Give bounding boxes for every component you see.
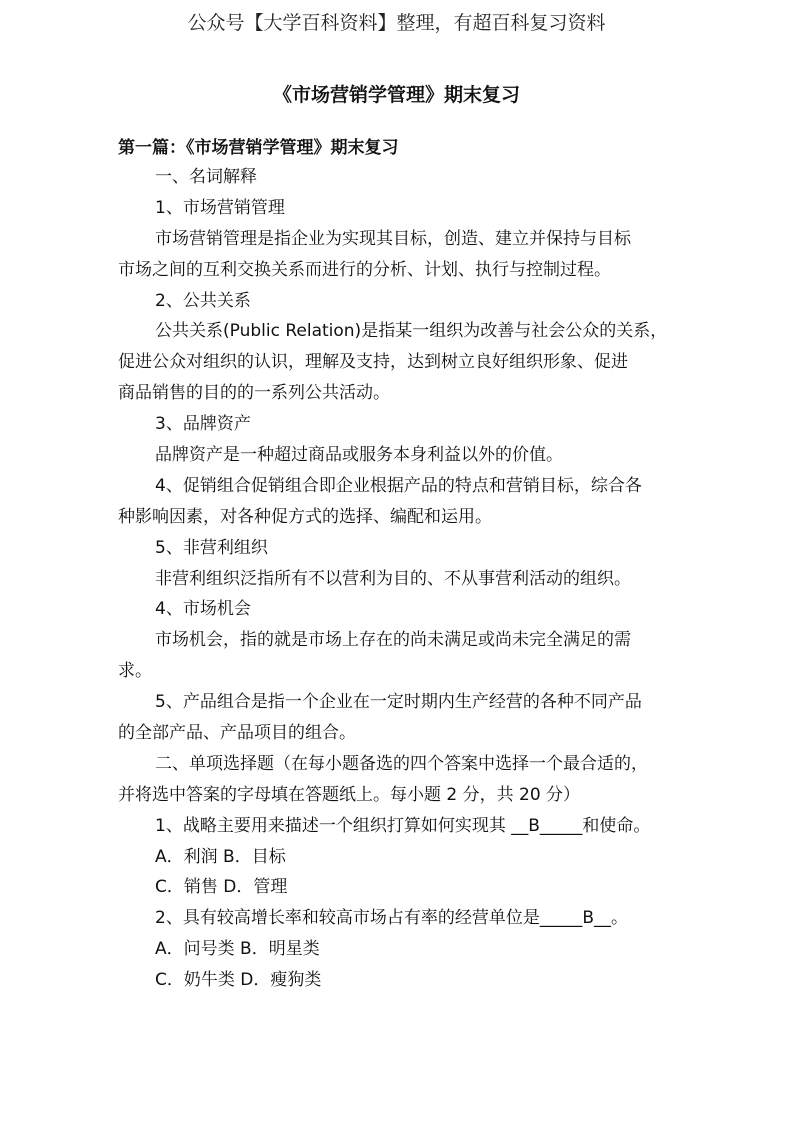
chapter-heading: 第一篇：《市场营销学管理》期末复习	[118, 138, 399, 158]
text-line: A．问号类 B．明星类	[155, 939, 320, 960]
text-line: 公共关系(Public Relation)是指某一组织为改善与社会公众的关系，	[155, 321, 668, 342]
text-line: 非营利组织泛指所有不以营利为目的、不从事营利活动的组织。	[155, 568, 631, 589]
text-line: 品牌资产是一种超过商品或服务本身利益以外的价值。	[155, 445, 563, 466]
text-line: 5、非营利组织	[155, 537, 268, 558]
text-line: C．销售 D．管理	[155, 877, 288, 898]
text-line: 市场营销管理是指企业为实现其目标，创造、建立并保持与目标	[155, 228, 631, 249]
text-line: 商品销售的目的的一系列公共活动。	[118, 383, 390, 404]
text-line: 的全部产品、产品项目的组合。	[118, 723, 356, 744]
text-line: 一、名词解释	[155, 167, 257, 187]
text-line: 求。	[118, 661, 152, 682]
text-line: 4、促销组合促销组合即企业根据产品的特点和营销目标，综合各	[155, 475, 642, 496]
text-line: C．奶牛类 D．瘦狗类	[155, 970, 322, 991]
document-body	[118, 162, 698, 996]
text-line: 2、公共关系	[155, 290, 251, 311]
text-line: 3、品牌资产	[155, 414, 251, 435]
text-line: A．利润 B．目标	[155, 846, 286, 867]
text-line: 1、市场营销管理	[155, 197, 285, 218]
text-line: 二、单项选择题（在每小题备选的四个答案中选择一个最合适的，	[155, 753, 648, 774]
text-line: 1、战略主要用来描述一个组织打算如何实现其 __B_____和使命。	[155, 815, 651, 836]
text-line: 市场之间的互利交换关系而进行的分析、计划、执行与控制过程。	[118, 259, 611, 280]
text-line: 5、产品组合是指一个企业在一定时期内生产经营的各种不同产品	[155, 692, 642, 713]
text-line: 促进公众对组织的认识，理解及支持，达到树立良好组织形象、促进	[118, 352, 628, 373]
text-line: 市场机会，指的就是市场上存在的尚未满足或尚未完全满足的需	[155, 630, 631, 651]
text-line: 种影响因素，对各种促方式的选择、编配和运用。	[118, 506, 492, 527]
text-line: 并将选中答案的字母填在答题纸上。每小题 2 分，共 20 分）	[118, 784, 581, 805]
text-line: 2、具有较高增长率和较高市场占有率的经营单位是_____B__。	[155, 908, 628, 929]
document-title: 《市场营销学管理》期末复习	[272, 84, 520, 106]
text-line: 4、市场机会	[155, 599, 251, 620]
page-header: 公众号【大学百科资料】整理，有超百科复习资料	[187, 12, 606, 34]
